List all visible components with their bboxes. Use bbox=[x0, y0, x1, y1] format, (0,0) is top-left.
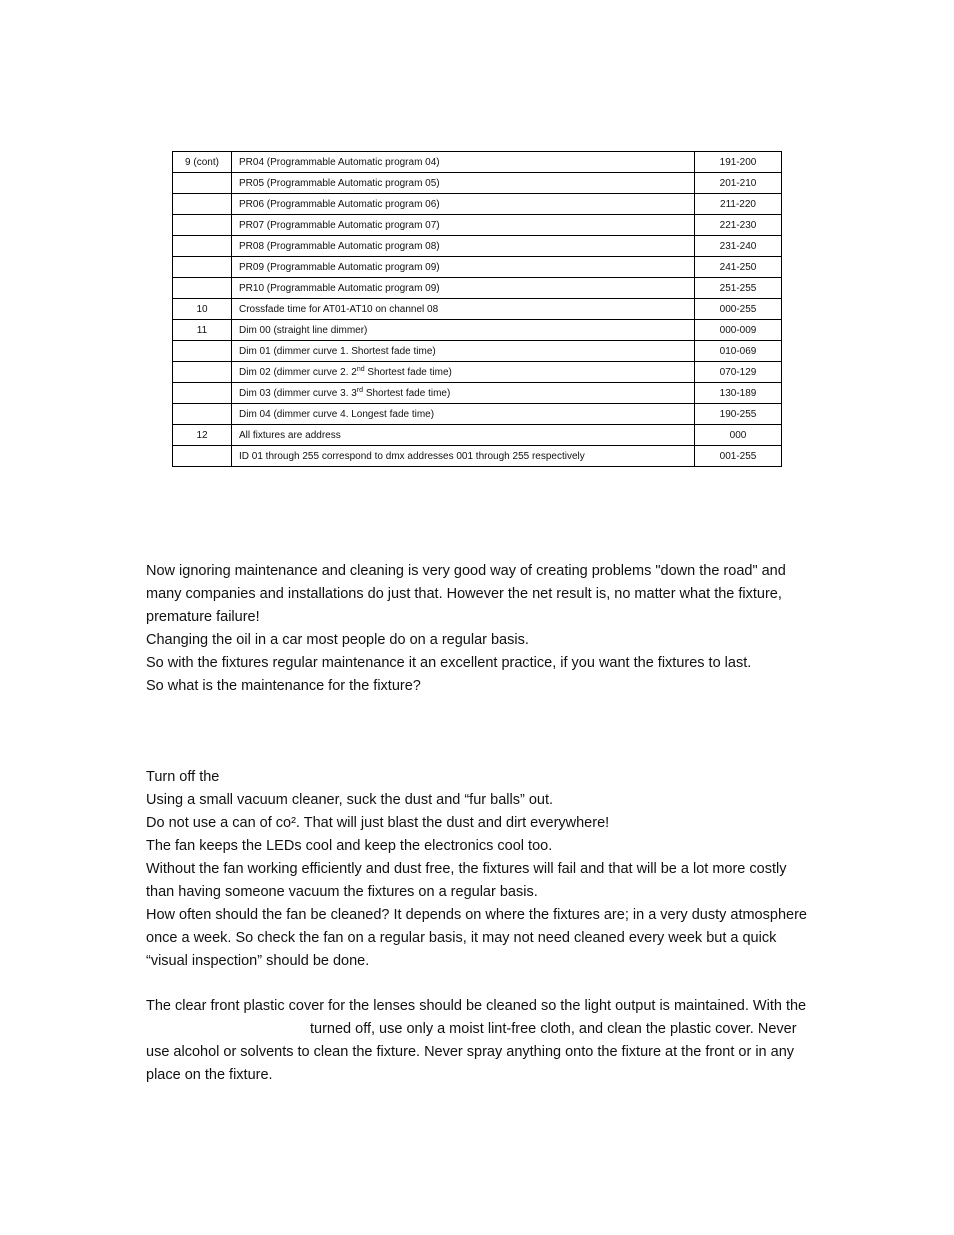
channel-cell bbox=[173, 173, 232, 194]
description-cell: PR05 (Programmable Automatic program 05) bbox=[232, 173, 695, 194]
value-range-cell: 231-240 bbox=[695, 236, 782, 257]
table-row bbox=[173, 341, 782, 362]
value-range-cell: 241-250 bbox=[695, 257, 782, 278]
channel-cell bbox=[173, 341, 232, 362]
description-cell: Crossfade time for AT01-AT10 on channel 08 bbox=[232, 299, 695, 320]
question-paragraph: So what is the maintenance for the fixture? bbox=[146, 678, 421, 694]
description-cell: All fixtures are address bbox=[232, 425, 695, 446]
description-cell: Dim 04 (dimmer curve 4. Longest fade time) bbox=[232, 404, 695, 425]
value-range-cell: 001-255 bbox=[695, 446, 782, 467]
value-range-cell: 190-255 bbox=[695, 404, 782, 425]
channel-cell bbox=[173, 236, 232, 257]
description-cell: Dim 01 (dimmer curve 1. Shortest fade time) bbox=[232, 341, 695, 362]
description-text-end: Shortest fade time) bbox=[364, 366, 452, 378]
fan-frequency-paragraph: How often should the fan be cleaned? It depends on where the fixtures are; in a very dusty atmosphere once a week. So check the fan on a regular basis, it may not need cleaned every week but a quick “visual inspection” should be done. bbox=[146, 907, 807, 969]
fan-cleaning-section bbox=[146, 766, 816, 973]
channel-cell bbox=[173, 446, 232, 467]
channel-cell: 9 (cont) bbox=[173, 152, 232, 173]
table-row bbox=[173, 152, 782, 173]
table-row bbox=[173, 362, 782, 383]
channel-cell bbox=[173, 362, 232, 383]
cover-line-2: turned off, use only a moist lint-free cloth, and clean the plastic cover. Never bbox=[310, 1021, 797, 1037]
channel-cell bbox=[173, 215, 232, 236]
table-row bbox=[173, 215, 782, 236]
value-range-cell: 130-189 bbox=[695, 383, 782, 404]
description-cell bbox=[232, 362, 695, 383]
channel-cell: 11 bbox=[173, 320, 232, 341]
table-row bbox=[173, 194, 782, 215]
ordinal-suffix: nd bbox=[356, 365, 365, 373]
oil-paragraph: Changing the oil in a car most people do on a regular basis. bbox=[146, 632, 529, 648]
channel-cell: 12 bbox=[173, 425, 232, 446]
description-cell: PR06 (Programmable Automatic program 06) bbox=[232, 194, 695, 215]
channel-cell bbox=[173, 383, 232, 404]
maintenance-intro bbox=[146, 560, 816, 698]
description-text: Dim 02 (dimmer curve 2. 2 bbox=[239, 366, 357, 378]
description-cell bbox=[232, 383, 695, 404]
table-row bbox=[173, 446, 782, 467]
turn-off-line: Turn off the bbox=[146, 769, 220, 785]
table-row bbox=[173, 278, 782, 299]
description-cell: PR08 (Programmable Automatic program 08) bbox=[232, 236, 695, 257]
co2-warning-line: Do not use a can of co². That will just blast the dust and dirt everywhere! bbox=[146, 815, 610, 831]
description-cell: Dim 00 (straight line dimmer) bbox=[232, 320, 695, 341]
description-text: Dim 03 (dimmer curve 3. 3 bbox=[239, 387, 357, 399]
table-row bbox=[173, 383, 782, 404]
channel-cell bbox=[173, 404, 232, 425]
vacuum-line: Using a small vacuum cleaner, suck the dust and “fur balls” out. bbox=[146, 792, 553, 808]
cover-line-3: use alcohol or solvents to clean the fixture. Never spray anything onto the fixture at the front or in any place on the fixture. bbox=[146, 1044, 795, 1083]
table-row bbox=[173, 299, 782, 320]
fan-failure-paragraph: Without the fan working efficiently and dust free, the fixtures will fail and that will be a lot more costly than having someone vacuum the fixtures on a regular basis. bbox=[146, 861, 787, 900]
description-cell: ID 01 through 255 correspond to dmx addresses 001 through 255 respectively bbox=[232, 446, 695, 467]
value-range-cell: 000-255 bbox=[695, 299, 782, 320]
channel-cell: 10 bbox=[173, 299, 232, 320]
description-cell: PR10 (Programmable Automatic program 09) bbox=[232, 278, 695, 299]
intro-paragraph: Now ignoring maintenance and cleaning is very good way of creating problems "down the road" and many companies and installations do just that. However the net result is, no matter what the fixture, premature failure! bbox=[146, 563, 786, 625]
description-cell: PR07 (Programmable Automatic program 07) bbox=[232, 215, 695, 236]
table-row bbox=[173, 425, 782, 446]
value-range-cell: 201-210 bbox=[695, 173, 782, 194]
value-range-cell: 251-255 bbox=[695, 278, 782, 299]
channel-cell bbox=[173, 257, 232, 278]
value-range-cell: 010-069 bbox=[695, 341, 782, 362]
channel-cell bbox=[173, 278, 232, 299]
description-cell: PR04 (Programmable Automatic program 04) bbox=[232, 152, 695, 173]
dmx-table-body bbox=[173, 152, 782, 467]
fan-purpose-line: The fan keeps the LEDs cool and keep the electronics cool too. bbox=[146, 838, 553, 854]
table-row bbox=[173, 236, 782, 257]
table-row bbox=[173, 173, 782, 194]
table-row bbox=[173, 404, 782, 425]
dmx-channel-table bbox=[172, 151, 782, 467]
description-cell: PR09 (Programmable Automatic program 09) bbox=[232, 257, 695, 278]
value-range-cell: 000-009 bbox=[695, 320, 782, 341]
cover-cleaning-section bbox=[146, 995, 816, 1087]
practice-paragraph: So with the fixtures regular maintenance it an excellent practice, if you want the fixtures to last. bbox=[146, 655, 752, 671]
value-range-cell: 191-200 bbox=[695, 152, 782, 173]
value-range-cell: 000 bbox=[695, 425, 782, 446]
ordinal-suffix: rd bbox=[356, 386, 364, 394]
table-row bbox=[173, 257, 782, 278]
value-range-cell: 211-220 bbox=[695, 194, 782, 215]
table-row bbox=[173, 320, 782, 341]
description-text-end: Shortest fade time) bbox=[363, 387, 451, 399]
value-range-cell: 070-129 bbox=[695, 362, 782, 383]
cover-line-1: The clear front plastic cover for the lenses should be cleaned so the light output is maintained. With the bbox=[146, 998, 807, 1014]
value-range-cell: 221-230 bbox=[695, 215, 782, 236]
channel-cell bbox=[173, 194, 232, 215]
